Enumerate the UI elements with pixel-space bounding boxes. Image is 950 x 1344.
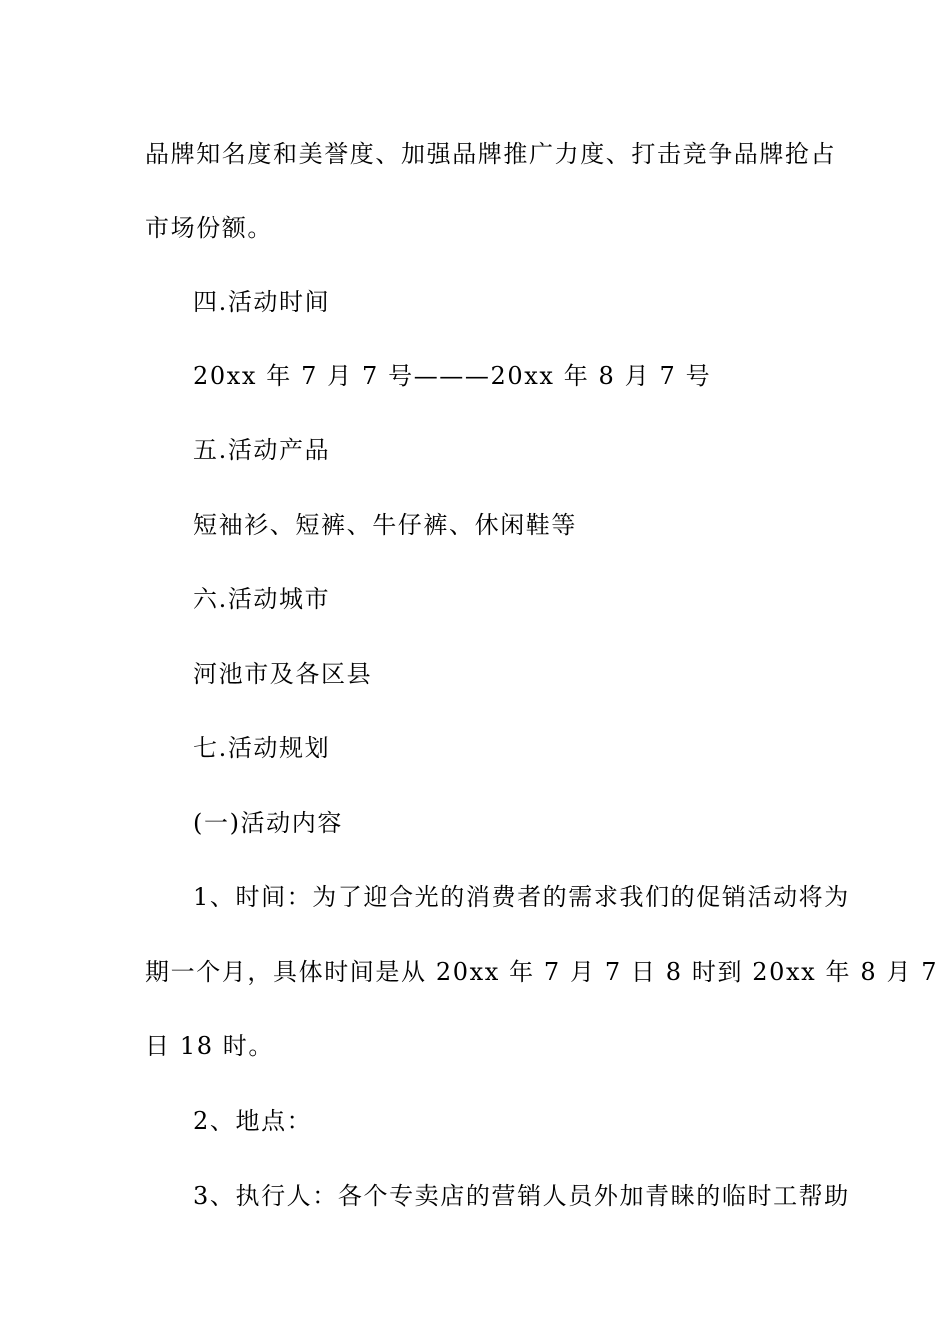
paragraph-line: 1、时间：为了迎合光的消费者的需求我们的促销活动将为 [193,883,850,911]
section-heading: 五.活动产品 [193,436,331,464]
paragraph-line: 河池市及各区县 [193,660,373,688]
paragraph-line: 短袖衫、短裤、牛仔裤、休闲鞋等 [193,511,577,539]
section-heading: 六.活动城市 [193,585,331,613]
section-heading: 七.活动规划 [193,734,331,762]
subsection-heading: (一)活动内容 [193,809,343,837]
paragraph-line: 2、地点： [193,1107,313,1135]
paragraph-line: 品牌知名度和美誉度、加强品牌推广力度、打击竞争品牌抢占 [145,140,837,168]
paragraph-line: 市场份额。 [145,214,273,242]
paragraph-line: 期一个月，具体时间是从 20xx 年 7 月 7 日 8 时到 20xx 年 8 月 7 [145,958,939,986]
paragraph-line: 3、执行人：各个专卖店的营销人员外加青睐的临时工帮助 [193,1182,850,1210]
paragraph-line: 日 18 时。 [145,1032,274,1060]
section-heading: 四.活动时间 [193,288,331,316]
paragraph-line: 20xx 年 7 月 7 号———20xx 年 8 月 7 号 [193,362,712,390]
